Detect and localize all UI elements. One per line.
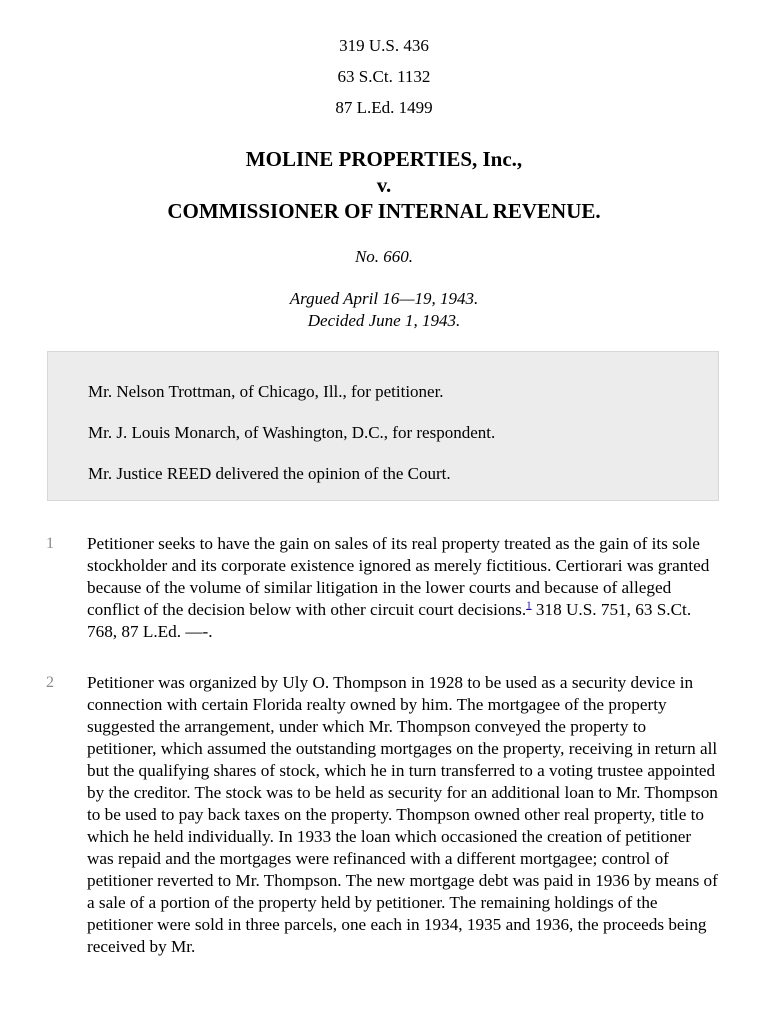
decided-date: Decided June 1, 1943. bbox=[307, 311, 461, 330]
paragraph-number: 1 bbox=[46, 535, 54, 552]
paragraph-number: 2 bbox=[46, 674, 54, 691]
versus-label: v. bbox=[376, 173, 392, 197]
citations bbox=[0, 34, 768, 127]
paragraph-text: Petitioner was organized by Uly O. Thompson in 1928 to be used as a security device in connection with certain Florida realty owned by him. The mortgagee of the property suggested the arrangement, under which Mr. Thompson conveyed the property to petitioner, which assumed the outstanding mortgages on the property, receiving in return all but the qualifying shares of stock, which he in turn transferred to a voting trustee appointed by the creditor. The stock was to be held as security for an additional loan to Mr. Thompson to be used to pay back taxes on the property. Thompson owned other real property, title to which he held individually. In 1933 the loan which occasioned the creation of petitioner was repaid and the mortgages were refinanced with a different mortgagee; control of petitioner reverted to Mr. Thompson. The new mortgage debt was paid in 1936 by means of a sale of a portion of the property held by petitioner. The remaining holdings of the petitioner were sold in three parcels, one each in 1934, 1935 and 1936, the proceeds being received by Mr. bbox=[87, 673, 718, 956]
petitioner-counsel: Mr. Nelson Trottman, of Chicago, Ill., for petitioner. bbox=[88, 382, 444, 401]
opinion-author: Mr. Justice REED delivered the opinion of the Court. bbox=[88, 464, 451, 483]
citation-lawyers-edition: 87 L.Ed. 1499 bbox=[335, 98, 433, 117]
paragraph-text bbox=[87, 533, 719, 643]
counsel-box bbox=[47, 351, 719, 501]
respondent-counsel: Mr. J. Louis Monarch, of Washington, D.C., for respondent. bbox=[88, 423, 496, 442]
footnote-link[interactable]: 1 bbox=[526, 599, 532, 612]
citation-supreme-court-reporter: 63 S.Ct. 1132 bbox=[337, 67, 431, 86]
case-title bbox=[0, 146, 768, 224]
paragraph-body: Petitioner seeks to have the gain on sales of its real property treated as the gain of its sole stockholder and its corporate existence ignored as merely fictitious. Certiorari was granted because of the volume of similar litigation in the lower courts and because of alleged conflict of the decision below with other circuit court decisions. bbox=[87, 534, 710, 619]
respondent-name: COMMISSIONER OF INTERNAL REVENUE. bbox=[167, 199, 601, 223]
citation-us-reports: 319 U.S. 436 bbox=[339, 36, 429, 55]
argued-date: Argued April 16—19, 1943. bbox=[289, 289, 479, 308]
docket-number: No. 660. bbox=[354, 247, 414, 266]
petitioner-name: MOLINE PROPERTIES, Inc., bbox=[245, 147, 523, 171]
paragraph-citation: 318 U.S. 751, 63 S.Ct. 768, 87 L.Ed. —-. bbox=[87, 600, 692, 641]
case-dates bbox=[0, 288, 768, 332]
